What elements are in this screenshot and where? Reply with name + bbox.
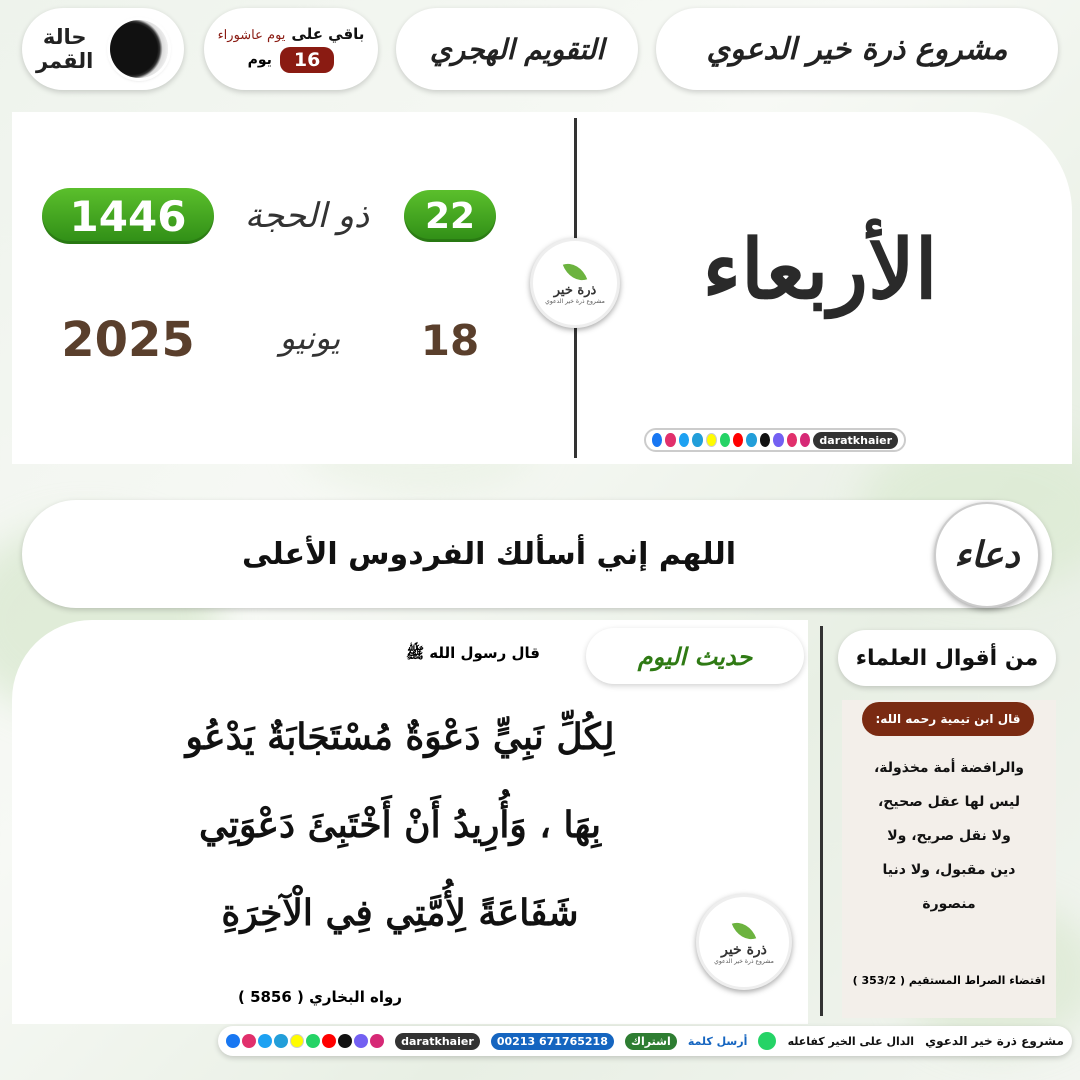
scholar-quote-line: والرافضة أمة مخذولة، xyxy=(873,760,1025,776)
telegram-icon[interactable] xyxy=(274,1034,288,1048)
hadith-section-title-card xyxy=(586,628,804,684)
instagram-icon[interactable] xyxy=(665,433,675,447)
tiktok-icon[interactable] xyxy=(338,1034,352,1048)
leaf-icon xyxy=(563,259,587,286)
hadith-intro: قال رسول الله ﷺ xyxy=(405,644,540,662)
gregorian-year: 2025 xyxy=(61,312,195,368)
footer-motto: الدال على الخير كفاعله xyxy=(787,1034,915,1048)
twitter-icon[interactable] xyxy=(258,1034,272,1048)
snapchat-icon[interactable] xyxy=(706,433,717,447)
countdown-value xyxy=(248,47,335,73)
viber-icon[interactable] xyxy=(773,433,783,447)
countdown-unit: يوم xyxy=(247,52,272,68)
snapchat-icon[interactable] xyxy=(290,1034,304,1048)
calendar-title: التقويم الهجري xyxy=(429,32,605,66)
dua-text: اللهم إني أسألك الفردوس الأعلى xyxy=(242,536,737,572)
countdown-days: 16 xyxy=(280,47,334,73)
facebook-icon[interactable] xyxy=(652,433,662,447)
viber-icon[interactable] xyxy=(354,1034,368,1048)
hijri-day: 22 xyxy=(404,190,496,242)
whatsapp-icon[interactable] xyxy=(758,1032,776,1050)
hadith-line-2: بِهَا ، وَأُرِيدُ أَنْ أَخْتَبِئَ دَعْوَتِي xyxy=(198,804,602,846)
moon-label xyxy=(36,25,93,73)
footer-bar xyxy=(218,1026,1072,1056)
hadith-source: رواه البخاري ( 5856 ) xyxy=(237,988,403,1006)
logo-tagline: مشروع ذرة خير الدعوي xyxy=(714,957,774,965)
send-word-label: أرسل كلمة xyxy=(687,1034,748,1048)
dua-label: دعاء xyxy=(954,534,1020,576)
leaf-icon xyxy=(732,917,756,944)
facebook-icon[interactable] xyxy=(226,1034,240,1048)
hijri-month: ذو الحجة xyxy=(244,196,370,236)
brand-logo xyxy=(530,238,620,328)
dua-label-badge xyxy=(934,502,1040,608)
scholar-quote-line: ليس لها عقل صحيح، xyxy=(877,794,1021,810)
instagram-icon[interactable] xyxy=(370,1034,384,1048)
footer-phone[interactable]: 00213 671765218 xyxy=(491,1033,614,1050)
moon-phase-card xyxy=(22,8,184,90)
countdown-event: يوم عاشوراء xyxy=(217,28,286,43)
weekday-title: الأربعاء xyxy=(702,222,938,318)
vertical-divider xyxy=(820,626,823,1016)
moon-phase-icon xyxy=(110,20,168,78)
twitter-icon[interactable] xyxy=(679,433,689,447)
telegram-icon[interactable] xyxy=(692,433,702,447)
scholar-quote-line: ولا نقل صريح، ولا xyxy=(887,828,1011,844)
footer-social-icons xyxy=(226,1034,384,1048)
moon-label-line1: حالة xyxy=(42,24,87,49)
scholar-quote xyxy=(846,760,1052,912)
countdown-prefix: باقي على xyxy=(291,25,365,43)
calendar-title-card xyxy=(396,8,638,90)
brand-logo xyxy=(696,894,792,990)
youtube-icon[interactable] xyxy=(733,433,743,447)
threads-icon[interactable] xyxy=(787,433,797,447)
hadith-line-3: شَفَاعَةً لِأُمَّتِي فِي الْآخِرَةِ xyxy=(221,892,579,934)
scholar-quote-line: دين مقبول، ولا دنيا xyxy=(882,862,1016,878)
logo-name: ذرة خير xyxy=(721,941,767,958)
scholars-title: من أقوال العلماء xyxy=(855,645,1039,671)
hijri-year: 1446 xyxy=(42,188,214,244)
gregorian-month: يونيو xyxy=(279,319,341,357)
whatsapp-icon[interactable] xyxy=(306,1034,320,1048)
project-title: مشروع ذرة خير الدعوي xyxy=(706,31,1008,67)
hadith-section-title: حديث اليوم xyxy=(637,641,753,671)
scholar-attribution: قال ابن تيمية رحمه الله: xyxy=(862,702,1034,736)
whatsapp-icon[interactable] xyxy=(720,433,730,447)
social-links-bar xyxy=(644,428,906,452)
countdown-card xyxy=(204,8,378,90)
social-handle[interactable]: daratkhaier xyxy=(813,432,898,449)
hadith-line-1: لِكُلِّ نَبِيٍّ دَعْوَةٌ مُسْتَجَابَةٌ يَدْعُو xyxy=(185,716,615,758)
footer-handle[interactable]: daratkhaier xyxy=(395,1033,480,1050)
telegram-icon[interactable] xyxy=(746,433,756,447)
countdown-heading xyxy=(218,25,365,43)
subscribe-keyword: اشتراك xyxy=(625,1033,677,1050)
instagram-icon[interactable] xyxy=(242,1034,256,1048)
moon-label-line2: القمر xyxy=(36,49,94,73)
scholar-quote-line: منصورة xyxy=(922,896,976,912)
dua-card xyxy=(22,500,1052,608)
scholar-source: اقتضاء الصراط المستقيم ( 353/2 ) xyxy=(852,974,1046,987)
logo-tagline: مشروع ذرة خير الدعوي xyxy=(545,298,605,305)
tiktok-icon[interactable] xyxy=(760,433,770,447)
youtube-icon[interactable] xyxy=(322,1034,336,1048)
footer-project: مشروع ذرة خير الدعوي xyxy=(925,1034,1064,1048)
instagram-icon[interactable] xyxy=(800,433,810,447)
gregorian-day: 18 xyxy=(420,315,480,365)
project-title-card xyxy=(656,8,1058,90)
logo-name: ذرة خير xyxy=(553,283,597,298)
scholars-title-card xyxy=(838,630,1056,686)
